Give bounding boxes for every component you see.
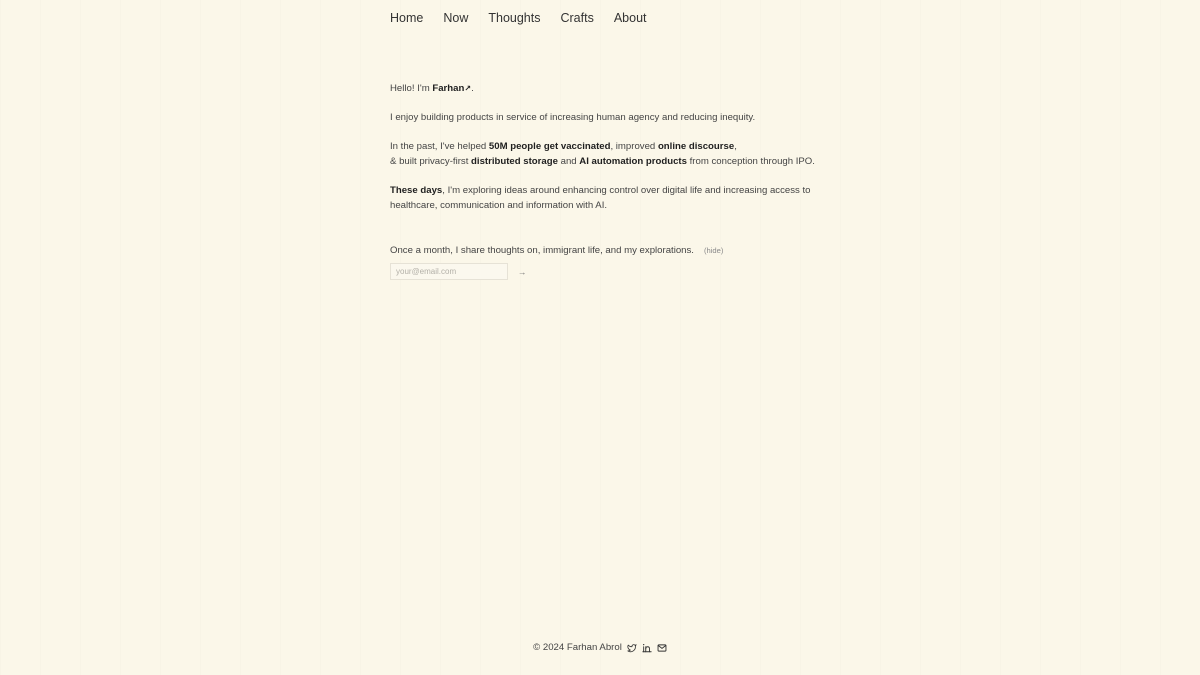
mail-icon[interactable] [657, 643, 667, 653]
vaccination-link[interactable]: 50M people get vaccinated [488, 141, 611, 153]
footer [0, 642, 1200, 653]
newsletter-subscribe [390, 245, 723, 280]
mission-statement: I enjoy building products in service of increasing human agency and reducing inequity. [390, 112, 756, 124]
these-days-link[interactable]: These days [390, 185, 443, 197]
nav-crafts[interactable]: Crafts [560, 11, 594, 25]
nav-thoughts[interactable]: Thoughts [488, 11, 541, 25]
nav-home[interactable]: Home [390, 11, 424, 25]
email-input[interactable] [390, 263, 508, 280]
distributed-storage-link[interactable]: distributed storage [471, 155, 558, 167]
past-work: In the past, I've helped 50M people get vaccinated, improved online discourse, & built privacy-first distributed storage and AI automation products from conception through IPO. [390, 141, 815, 167]
subscribe-submit-button[interactable]: → [518, 266, 527, 277]
subscribe-text: Once a month, I share thoughts on, immigrant life, and my explorations. [390, 245, 694, 256]
hide-subscribe-button[interactable]: (hide) [703, 246, 724, 255]
online-discourse-link[interactable]: online discourse [657, 141, 735, 153]
nav-now[interactable]: Now [443, 11, 469, 25]
greeting: Hello! I'm Farhan↗. [390, 83, 474, 94]
name-link[interactable]: Farhan↗ [432, 83, 472, 94]
nav-about[interactable]: About [613, 11, 647, 25]
current-focus: These days, I'm exploring ideas around enhancing control over digital life and increasing access to healthcare, communication and information with AI. [390, 185, 811, 211]
main-nav [390, 11, 647, 25]
twitter-icon[interactable] [627, 643, 637, 653]
copyright: © 2024 Farhan Abrol [533, 642, 622, 653]
ai-automation-link[interactable]: AI automation products [579, 155, 687, 167]
subscribe-form [390, 263, 723, 280]
intro-content [390, 82, 830, 228]
external-arrow-icon: ↗ [464, 84, 472, 93]
linkedin-icon[interactable] [642, 643, 652, 653]
